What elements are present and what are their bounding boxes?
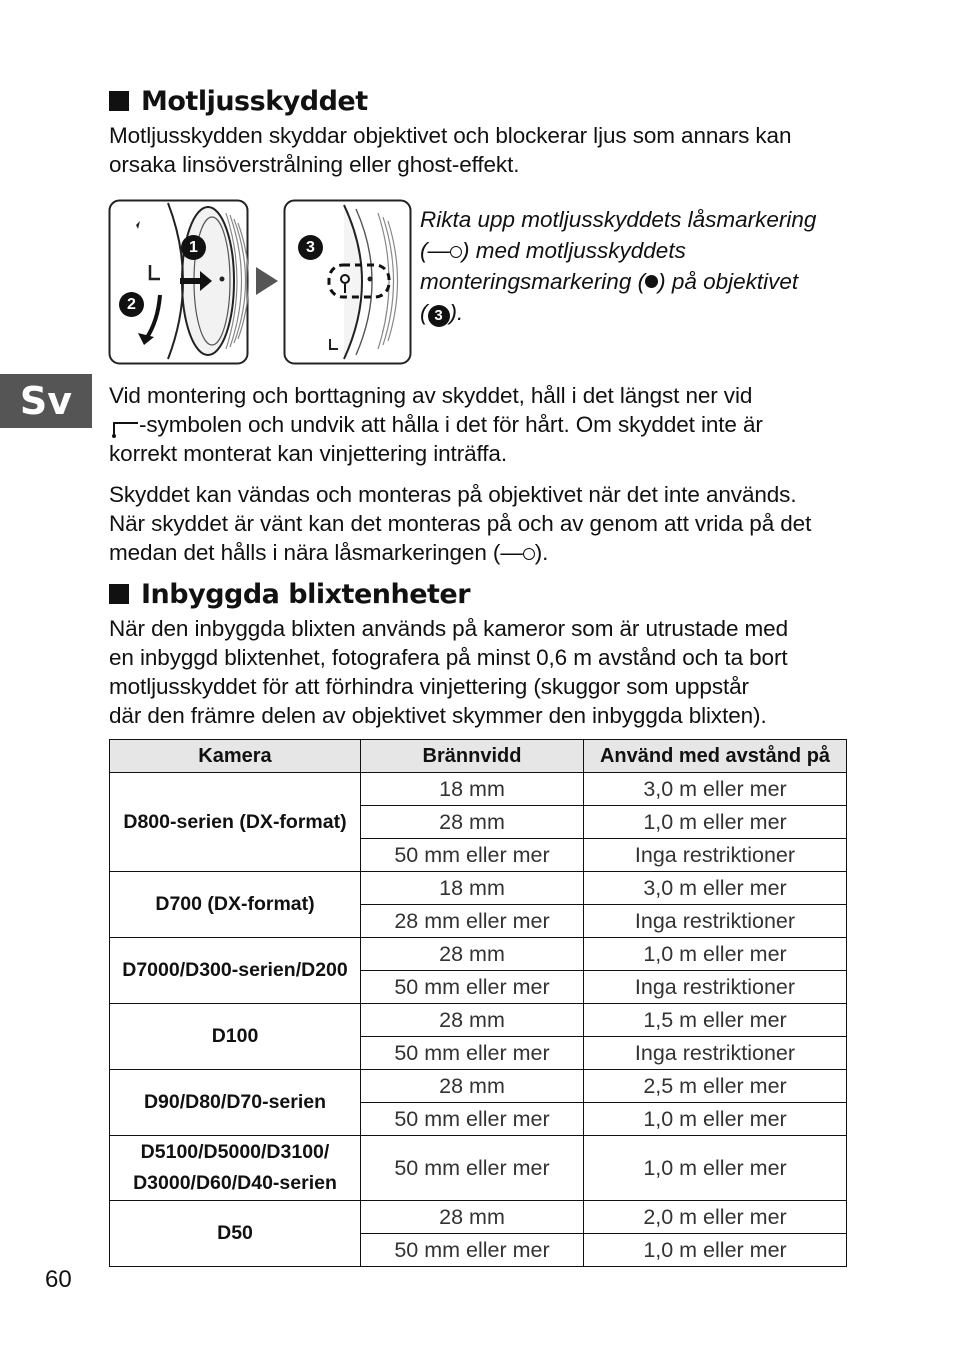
text-line: Vid montering och borttagning av skyddet, håll i det längst ner vid (109, 383, 753, 408)
caption-line: ( 3 ). (420, 300, 464, 325)
table-row (110, 1136, 847, 1201)
distance-cell: 2,5 m eller mer (584, 1070, 847, 1103)
text-segment: ). (534, 540, 549, 565)
table-header-row (110, 740, 847, 773)
table-row (110, 872, 847, 905)
camera-cell (110, 1136, 361, 1201)
focal-length-cell: 18 mm (361, 872, 584, 905)
distance-cell: 3,0 m eller mer (584, 872, 847, 905)
distance-cell: 2,0 m eller mer (584, 1201, 847, 1234)
hood-grip-symbol-icon (109, 416, 139, 438)
table-row (110, 1004, 847, 1037)
focal-length-cell: 50 mm eller mer (361, 971, 584, 1004)
text-segment: -symbolen och undvik att hålla i det för hårt. Om skyddet inte är (139, 412, 763, 437)
distance-cell: Inga restriktioner (584, 839, 847, 872)
text-line: en inbyggd blixtenhet, fotografera på minst 0,6 m avstånd och ta bort (109, 645, 788, 670)
text-line: När skyddet är vänt kan det monteras på och av genom att vrida på det (109, 511, 812, 536)
focal-length-cell: 28 mm eller mer (361, 905, 584, 938)
lock-mark-ring-icon (450, 246, 462, 258)
focal-length-cell: 50 mm eller mer (361, 1234, 584, 1267)
text-line: medan det hålls i nära låsmarkeringen (— ). (109, 540, 549, 565)
caption-line: Rikta upp motljusskyddets låsmarkering (420, 207, 817, 232)
table-row (110, 938, 847, 971)
step-2-badge: 2 (119, 292, 144, 317)
section-title: Motljusskyddet (141, 86, 368, 117)
next-step-arrow-icon (256, 267, 278, 295)
distance-cell: 1,5 m eller mer (584, 1004, 847, 1037)
mounting-illustration (108, 199, 412, 367)
text-line: orsaka linsöverstrålning eller ghost-effekt. (109, 152, 520, 177)
lock-mark-ring-icon (523, 548, 535, 560)
camera-name: D800-serien (DX-format) (123, 810, 347, 833)
distance-cell: 1,0 m eller mer (584, 1234, 847, 1267)
text-line: korrekt monterat kan vinjettering inträffa. (109, 441, 507, 466)
step-1-badge: 1 (181, 235, 206, 260)
text-line: Motljusskydden skyddar objektivet och blockerar ljus som annars kan (109, 123, 792, 148)
step-3-badge: 3 (428, 305, 450, 327)
camera-cell (110, 1070, 361, 1136)
section-heading-built-in-flash (109, 579, 470, 610)
focal-length-cell: 28 mm (361, 1070, 584, 1103)
flash-distance-table (109, 739, 847, 1267)
camera-name: D7000/D300-serien/D200 (122, 959, 348, 981)
distance-cell: 1,0 m eller mer (584, 806, 847, 839)
camera-cell (110, 1004, 361, 1070)
step-3-badge: 3 (298, 235, 323, 260)
page-number: 60 (45, 1266, 72, 1293)
mounting-instructions (109, 381, 763, 468)
reverse-mount-instructions (109, 480, 811, 567)
lens-hood-intro (109, 121, 791, 179)
text-line: motljusskyddet för att förhindra vinjettering (skuggor som uppstår (109, 674, 749, 699)
camera-cell (110, 938, 361, 1004)
text-line: Skyddet kan vändas och monteras på objektivet när det inte används. (109, 482, 797, 507)
camera-cell (110, 773, 361, 872)
table-row (110, 773, 847, 806)
figure-panel-1 (110, 201, 249, 364)
distance-cell: 1,0 m eller mer (584, 1136, 847, 1201)
text-line: När den inbyggda blixten används på kameror som är utrustade med (109, 616, 788, 641)
column-header-distance: Använd med avstånd på (584, 740, 847, 773)
text-line: där den främre delen av objektivet skymmer den inbyggda blixten). (109, 703, 767, 728)
section-title: Inbyggda blixtenheter (141, 579, 471, 610)
camera-name: D700 (DX-format) (155, 893, 315, 915)
distance-cell: 1,0 m eller mer (584, 938, 847, 971)
camera-name: D5100/D5000/D3100/ (140, 1141, 330, 1163)
distance-cell: Inga restriktioner (584, 971, 847, 1004)
heading-square-icon (109, 91, 129, 111)
focal-length-cell: 28 mm (361, 1004, 584, 1037)
caption-line: (— ) med motljusskyddets (420, 238, 686, 263)
camera-cell (110, 872, 361, 938)
text-line (109, 410, 763, 439)
distance-cell: Inga restriktioner (584, 905, 847, 938)
section-heading-lens-hood (109, 86, 368, 117)
focal-length-cell: 28 mm (361, 1201, 584, 1234)
camera-cell (110, 1201, 361, 1267)
text-segment: medan det hålls i nära låsmarkeringen ( (109, 540, 501, 565)
distance-cell: Inga restriktioner (584, 1037, 847, 1070)
focal-length-cell: 50 mm eller mer (361, 1037, 584, 1070)
built-in-flash-intro (109, 614, 788, 730)
focal-length-cell: 50 mm eller mer (361, 1136, 584, 1201)
camera-name: D90/D80/D70-serien (143, 1091, 327, 1113)
camera-name: D50 (217, 1222, 253, 1244)
focal-length-cell: 50 mm eller mer (361, 839, 584, 872)
distance-cell: 1,0 m eller mer (584, 1103, 847, 1136)
column-header-camera: Kamera (110, 740, 361, 773)
focal-length-cell: 28 mm (361, 938, 584, 971)
figure-panel-2 (285, 201, 411, 364)
table-row (110, 1070, 847, 1103)
camera-name: D100 (211, 1025, 259, 1047)
caption-line (420, 266, 816, 297)
caption-text: ) med motljusskyddets (462, 238, 686, 263)
mount-mark-dot-icon (645, 275, 658, 288)
figure-caption (420, 204, 816, 328)
column-header-focal-length: Brännvidd (361, 740, 584, 773)
focal-length-cell: 18 mm (361, 773, 584, 806)
focal-length-cell: 50 mm eller mer (361, 1103, 584, 1136)
table-row (110, 1201, 847, 1234)
focal-length-cell: 28 mm (361, 806, 584, 839)
camera-name: D3000/D60/D40-serien (133, 1172, 337, 1194)
distance-cell: 3,0 m eller mer (584, 773, 847, 806)
heading-square-icon (109, 584, 129, 604)
lens-hood-mounting-figure (108, 199, 412, 367)
caption-text: ). (449, 300, 464, 325)
caption-text: ) på objektivet (658, 269, 799, 294)
language-tab: Sv (0, 374, 92, 428)
caption-text: monteringsmarkering ( (420, 269, 646, 294)
